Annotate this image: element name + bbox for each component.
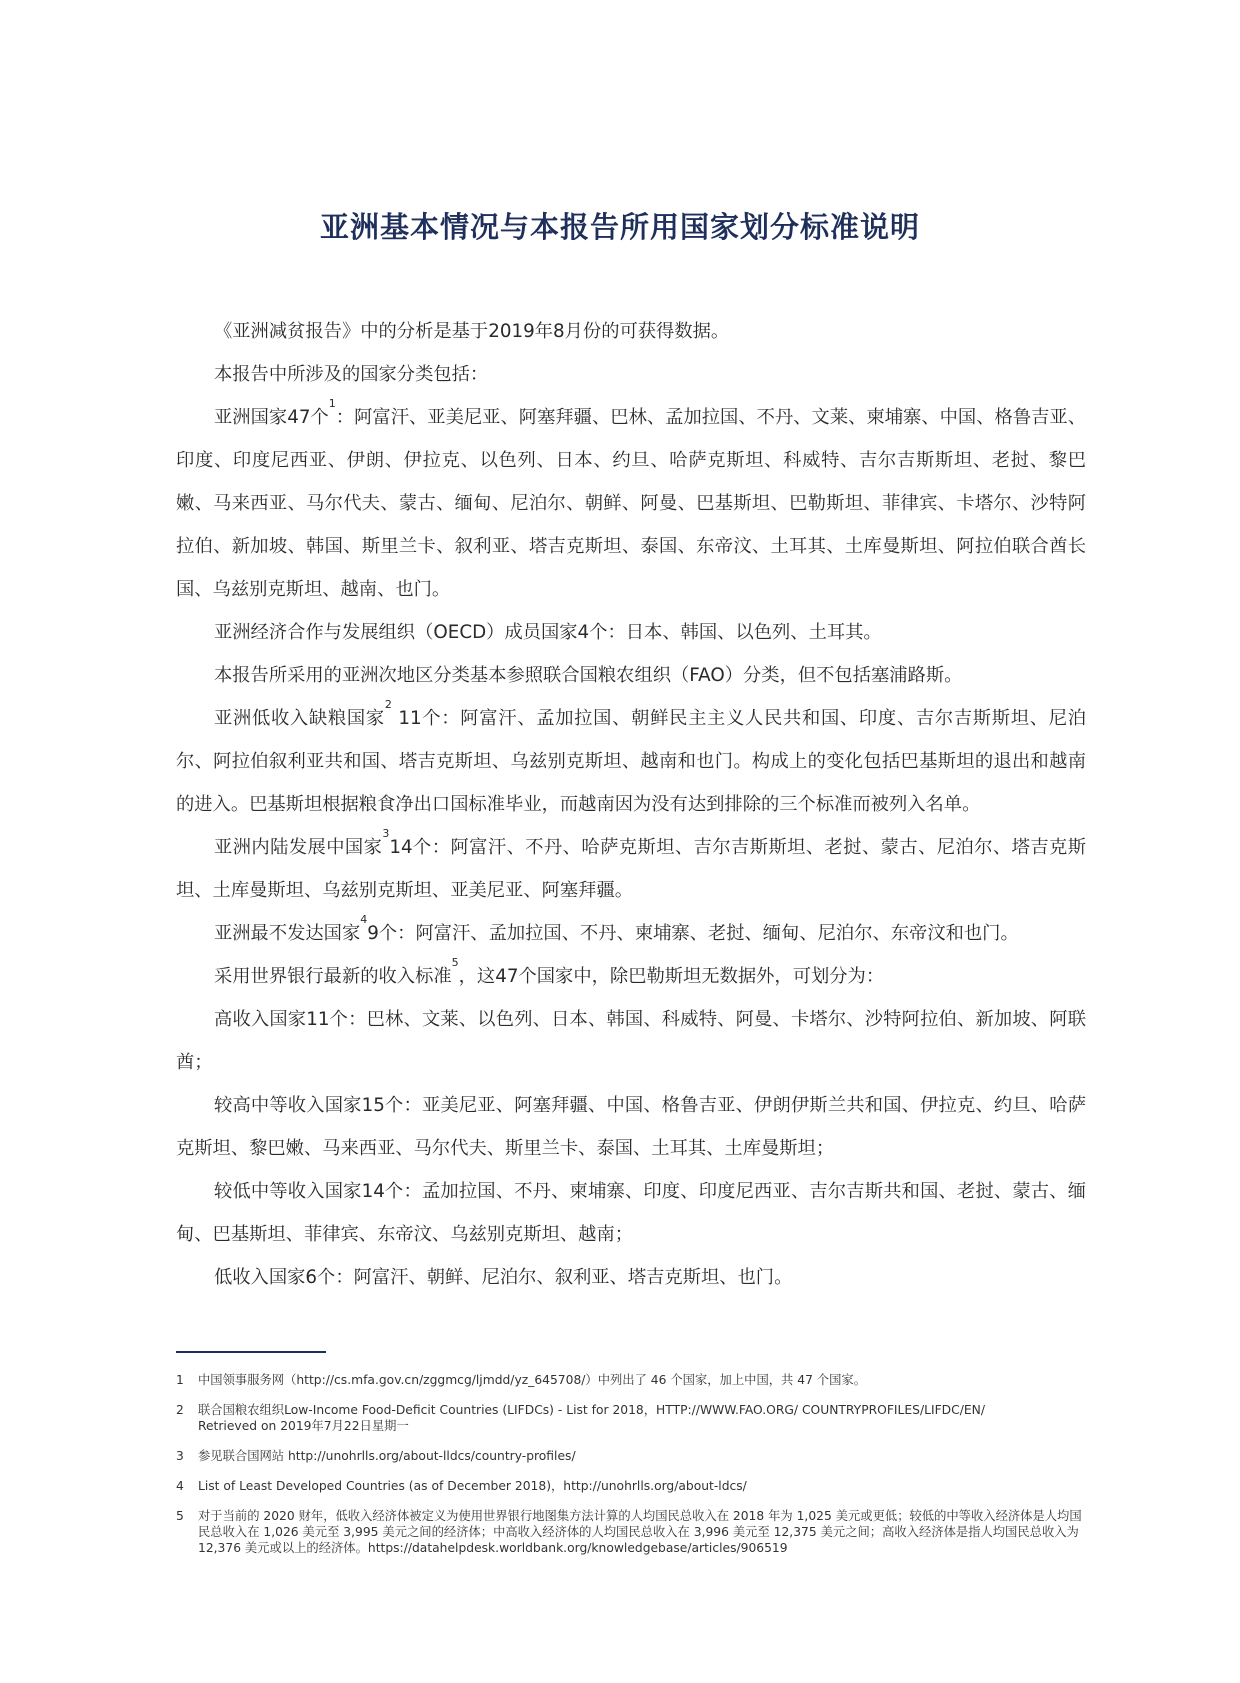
footnote-5: [176, 1508, 1086, 1556]
footnote-text: List of Least Developed Countries (as of December 2018)，http://unohrlls.org/about-ldcs/: [198, 1479, 747, 1493]
footnote-text-line-2: Retrieved on 2019年7月22日星期一: [198, 1419, 409, 1433]
asian-countries-list: ：阿富汗、亚美尼亚、阿塞拜疆、巴林、孟加拉国、不丹、文莱、柬埔寨、中国、格鲁吉亚、印度、印度尼西亚、伊朗、伊拉克、以色列、日本、约旦、哈萨克斯坦、科威特、吉尔吉斯斯坦、老挝、黎巴嫩、马来西亚、马尔代夫、蒙古、缅甸、尼泊尔、朝鲜、阿曼、巴基斯坦、巴勒斯坦、菲律宾、卡塔尔、沙特阿拉伯、新加坡、韩国、斯里兰卡、叙利亚、塔吉克斯坦、泰国、东帝汶、土耳其、土库曼斯坦、阿拉伯联合酋长国、乌兹别克斯坦、越南、也门。: [176, 407, 1087, 600]
income-standard-lead: 采用世界银行最新的收入标准: [214, 966, 452, 987]
asian-countries-lead: 亚洲国家47个: [214, 407, 329, 428]
footnote-ref-2[interactable]: 2: [384, 698, 392, 711]
footnote-number: 4: [176, 1479, 184, 1493]
paragraph-lldc: [176, 826, 1086, 912]
footnote-number: 5: [176, 1509, 184, 1523]
footnote-text: [198, 1402, 1086, 1434]
paragraph-classification-intro: 本报告中所涉及的国家分类包括：: [214, 364, 489, 385]
footnote-ref-3[interactable]: 3: [382, 827, 390, 840]
paragraph-data-basis: 《亚洲减贫报告》中的分析是基于2019年8月份的可获得数据。: [214, 321, 730, 342]
lifdc-list: 11个：阿富汗、孟加拉国、朝鲜民主主义人民共和国、印度、吉尔吉斯斯坦、尼泊尔、阿拉伯叙利亚共和国、塔吉克斯坦、乌兹别克斯坦、越南和也门。构成上的变化包括巴基斯坦的退出和越南的进入。巴基斯坦根据粮食净出口国标准毕业，而越南因为没有达到排除的三个标准而被列入名单。: [176, 708, 1086, 815]
lifdc-lead: 亚洲低收入缺粮国家: [214, 708, 385, 729]
footnote-2: [176, 1402, 1086, 1434]
footnote-4: [176, 1478, 1086, 1494]
lldc-list: 14个：阿富汗、不丹、哈萨克斯坦、吉尔吉斯斯坦、老挝、蒙古、尼泊尔、塔吉克斯坦、土库曼斯坦、乌兹别克斯坦、亚美尼亚、阿塞拜疆。: [176, 837, 1087, 901]
footnote-text: 对于当前的 2020 财年，低收入经济体被定义为使用世界银行地图集方法计算的人均国民总收入在 2018 年为 1,025 美元或更低；较低的中等收入经济体是人均国民总收入在 1,026 美元至 3,995 美元之间的经济体；中高收入经济体的人均国民总收入在 3,996 美元至 12,375 美元之间；高收入经济体是指人均国民总收入为 12,376 美元或以上的经济体。https://datahelpdesk.worldbank.org/knowledgebase/articles/906519: [198, 1509, 1082, 1555]
footnote-text-line-1: 联合国粮农组织Low-Income Food-Deficit Countries (LIFDCs) - List for 2018，HTTP://WWW.FAO.ORG/ COUNTRYPROFILES/LIFDC/EN/: [198, 1403, 985, 1417]
footnote-ref-4[interactable]: 4: [360, 913, 368, 926]
footnote-text: 中国领事服务网（http://cs.mfa.gov.cn/zggmcg/ljmdd/yz_645708/）中列出了 46 个国家，加上中国，共 47 个国家。: [198, 1373, 866, 1387]
paragraph-asian-countries: [176, 396, 1086, 611]
ldc-list: 9个：阿富汗、孟加拉国、不丹、柬埔寨、老挝、缅甸、尼泊尔、东帝汶和也门。: [367, 923, 1019, 944]
footnote-ref-1[interactable]: 1: [328, 397, 336, 410]
paragraph-upper-middle-income: 较高中等收入国家15个：亚美尼亚、阿塞拜疆、中国、格鲁吉亚、伊朗伊斯兰共和国、伊拉克、约旦、哈萨克斯坦、黎巴嫩、马来西亚、马尔代夫、斯里兰卡、泰国、土耳其、土库曼斯坦；: [176, 1095, 1086, 1159]
footnote-1: [176, 1372, 1086, 1388]
footnote-ref-5[interactable]: 5: [451, 956, 459, 969]
footnotes: [176, 1372, 1086, 1570]
lldc-lead: 亚洲内陆发展中国家: [214, 837, 383, 858]
page-title: 亚洲基本情况与本报告所用国家划分标准说明: [319, 210, 920, 244]
paragraph-high-income: 高收入国家11个：巴林、文莱、以色列、日本、韩国、科威特、阿曼、卡塔尔、沙特阿拉伯、新加坡、阿联酋；: [176, 1009, 1086, 1073]
body-text: [176, 310, 1086, 1299]
paragraph-income-standard: [176, 955, 1086, 998]
income-standard-rest: ，这47个国家中，除巴勒斯坦无数据外，可划分为：: [458, 966, 885, 987]
footnote-number: 2: [176, 1403, 184, 1417]
footnote-number: 3: [176, 1449, 184, 1463]
footnote-divider: [176, 1351, 326, 1353]
footnote-text: 参见联合国网站 http://unohrlls.org/about-lldcs/country-profiles/: [198, 1449, 576, 1463]
footnote-3: [176, 1448, 1086, 1464]
ldc-lead: 亚洲最不发达国家: [214, 923, 361, 944]
paragraph-fao-subregions: 本报告所采用的亚洲次地区分类基本参照联合国粮农组织（FAO）分类，但不包括塞浦路斯。: [214, 665, 963, 686]
paragraph-ldc: [176, 912, 1086, 955]
paragraph-oecd: 亚洲经济合作与发展组织（OECD）成员国家4个：日本、韩国、以色列、土耳其。: [214, 622, 882, 643]
paragraph-lower-middle-income: 较低中等收入国家14个：孟加拉国、不丹、柬埔寨、印度、印度尼西亚、吉尔吉斯共和国、老挝、蒙古、缅甸、巴基斯坦、菲律宾、东帝汶、乌兹别克斯坦、越南；: [176, 1181, 1086, 1245]
footnote-number: 1: [176, 1373, 184, 1387]
paragraph-low-income: 低收入国家6个：阿富汗、朝鲜、尼泊尔、叙利亚、塔吉克斯坦、也门。: [214, 1267, 793, 1288]
paragraph-lifdc: [176, 697, 1086, 826]
